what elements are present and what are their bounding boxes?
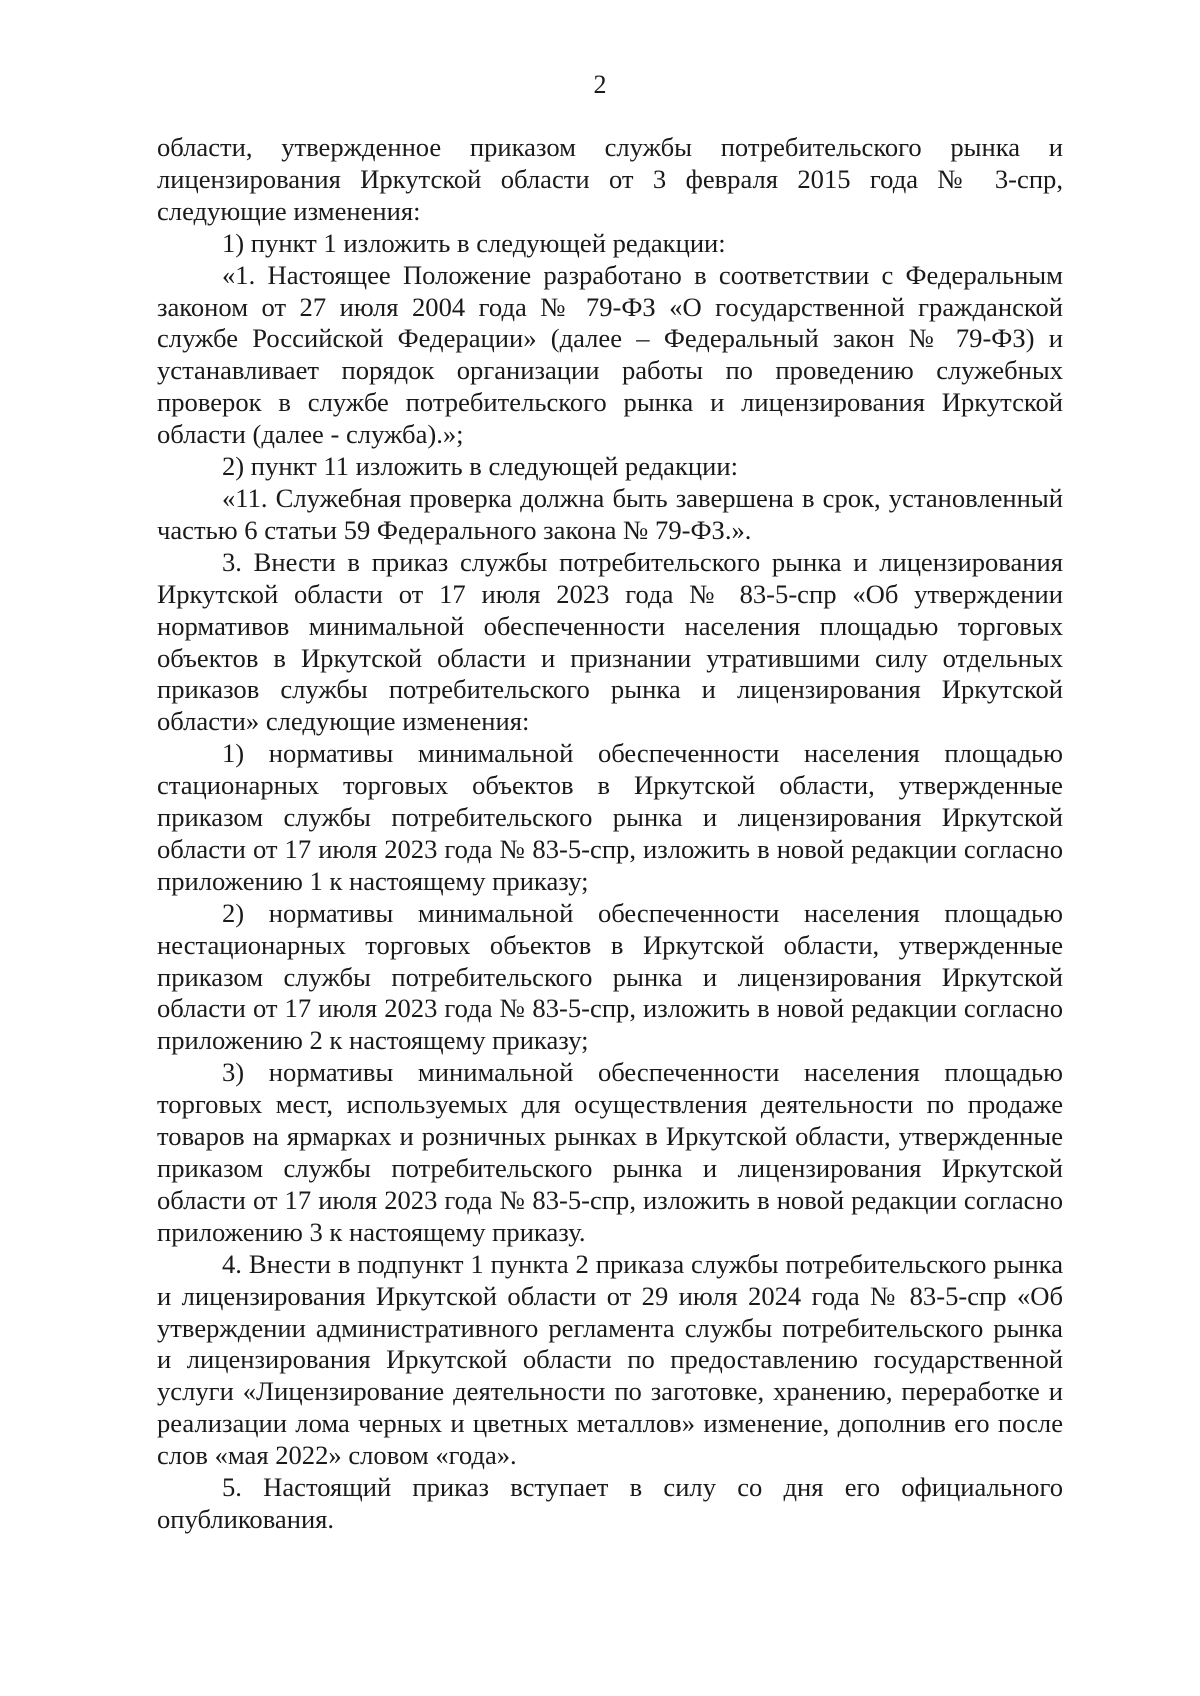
paragraph-continuation: области, утвержденное приказом службы потребительского рынка и лицензирования Иркутской области от 3 февраля 2015 года № 3-спр, следующие изменения: — [157, 132, 1063, 226]
paragraph-quote-item-1: «1. Настоящее Положение разработано в соответствии с Федеральным законом от 27 июля 2004 года № 79-ФЗ «О государственной гражданской службе Российской Федерации» (далее – Федеральный закон № 79-ФЗ) и устанавливает порядок организации работы по проведению служебных проверок в службе потребительского рынка и лицензирования Иркутской области (далее - служба).»; — [157, 259, 1063, 450]
paragraph-item-3-sub-2: 2) нормативы минимальной обеспеченности населения площадью нестационарных торговых объектов в Иркутской области, утвержденные приказом службы потребительского рынка и лицензирования Иркутской области от 17 июля 2023 года № 83-5-спр, изложить в новой редакции согласно приложению 2 к настоящему приказу; — [157, 897, 1063, 1056]
page-number: 2 — [593, 70, 607, 99]
paragraph-item-3-sub-1: 1) нормативы минимальной обеспеченности населения площадью стационарных торговых объектов в Иркутской области, утвержденные приказом службы потребительского рынка и лицензирования Иркутской области от 17 июля 2023 года № 83-5-спр, изложить в новой редакции согласно приложению 1 к настоящему приказу; — [157, 738, 1063, 896]
paragraph-subitem-1: 1) пункт 1 изложить в следующей редакции: — [222, 227, 726, 258]
paragraph-item-3: 3. Внести в приказ службы потребительского рынка и лицензирования Иркутской области от 17 июля 2023 года № 83-5-спр «Об утверждении нормативов минимальной обеспеченности населения площадью торговых объектов в Иркутской области и признании утратившими силу отдельных приказов службы потребительского рынка и лицензирования Иркутской области» следующие изменения: — [157, 546, 1063, 737]
paragraph-item-4: 4. Внести в подпункт 1 пункта 2 приказа службы потребительского рынка и лицензирования Иркутской области от 29 июля 2024 года № 83-5-спр «Об утверждении административного регламента службы потребительского рынка и лицензирования Иркутской области по предоставлению государственной услуги «Лицензирование деятельности по заготовке, хранению, переработке и реализации лома черных и цветных металлов» изменение, дополнив его после слов «мая 2022» словом «года». — [157, 1248, 1063, 1471]
paragraph-subitem-2: 2) пункт 11 изложить в следующей редакции: — [222, 451, 738, 482]
document-body — [157, 132, 1063, 1536]
paragraph-item-3-sub-3: 3) нормативы минимальной обеспеченности населения площадью торговых мест, используемых для осуществления деятельности по продаже товаров на ярмарках и розничных рынках в Иркутской области, утвержденные приказом службы потребительского рынка и лицензирования Иркутской области от 17 июля 2023 года № 83-5-спр, изложить в новой редакции согласно приложению 3 к настоящему приказу. — [157, 1057, 1063, 1247]
paragraph-item-5: 5. Настоящий приказ вступает в силу со дня его официального опубликования. — [157, 1472, 1063, 1534]
paragraph-quote-item-11: «11. Служебная проверка должна быть завершена в срок, установленный частью 6 статьи 59 Федерального закона № 79-ФЗ.». — [157, 482, 1063, 545]
